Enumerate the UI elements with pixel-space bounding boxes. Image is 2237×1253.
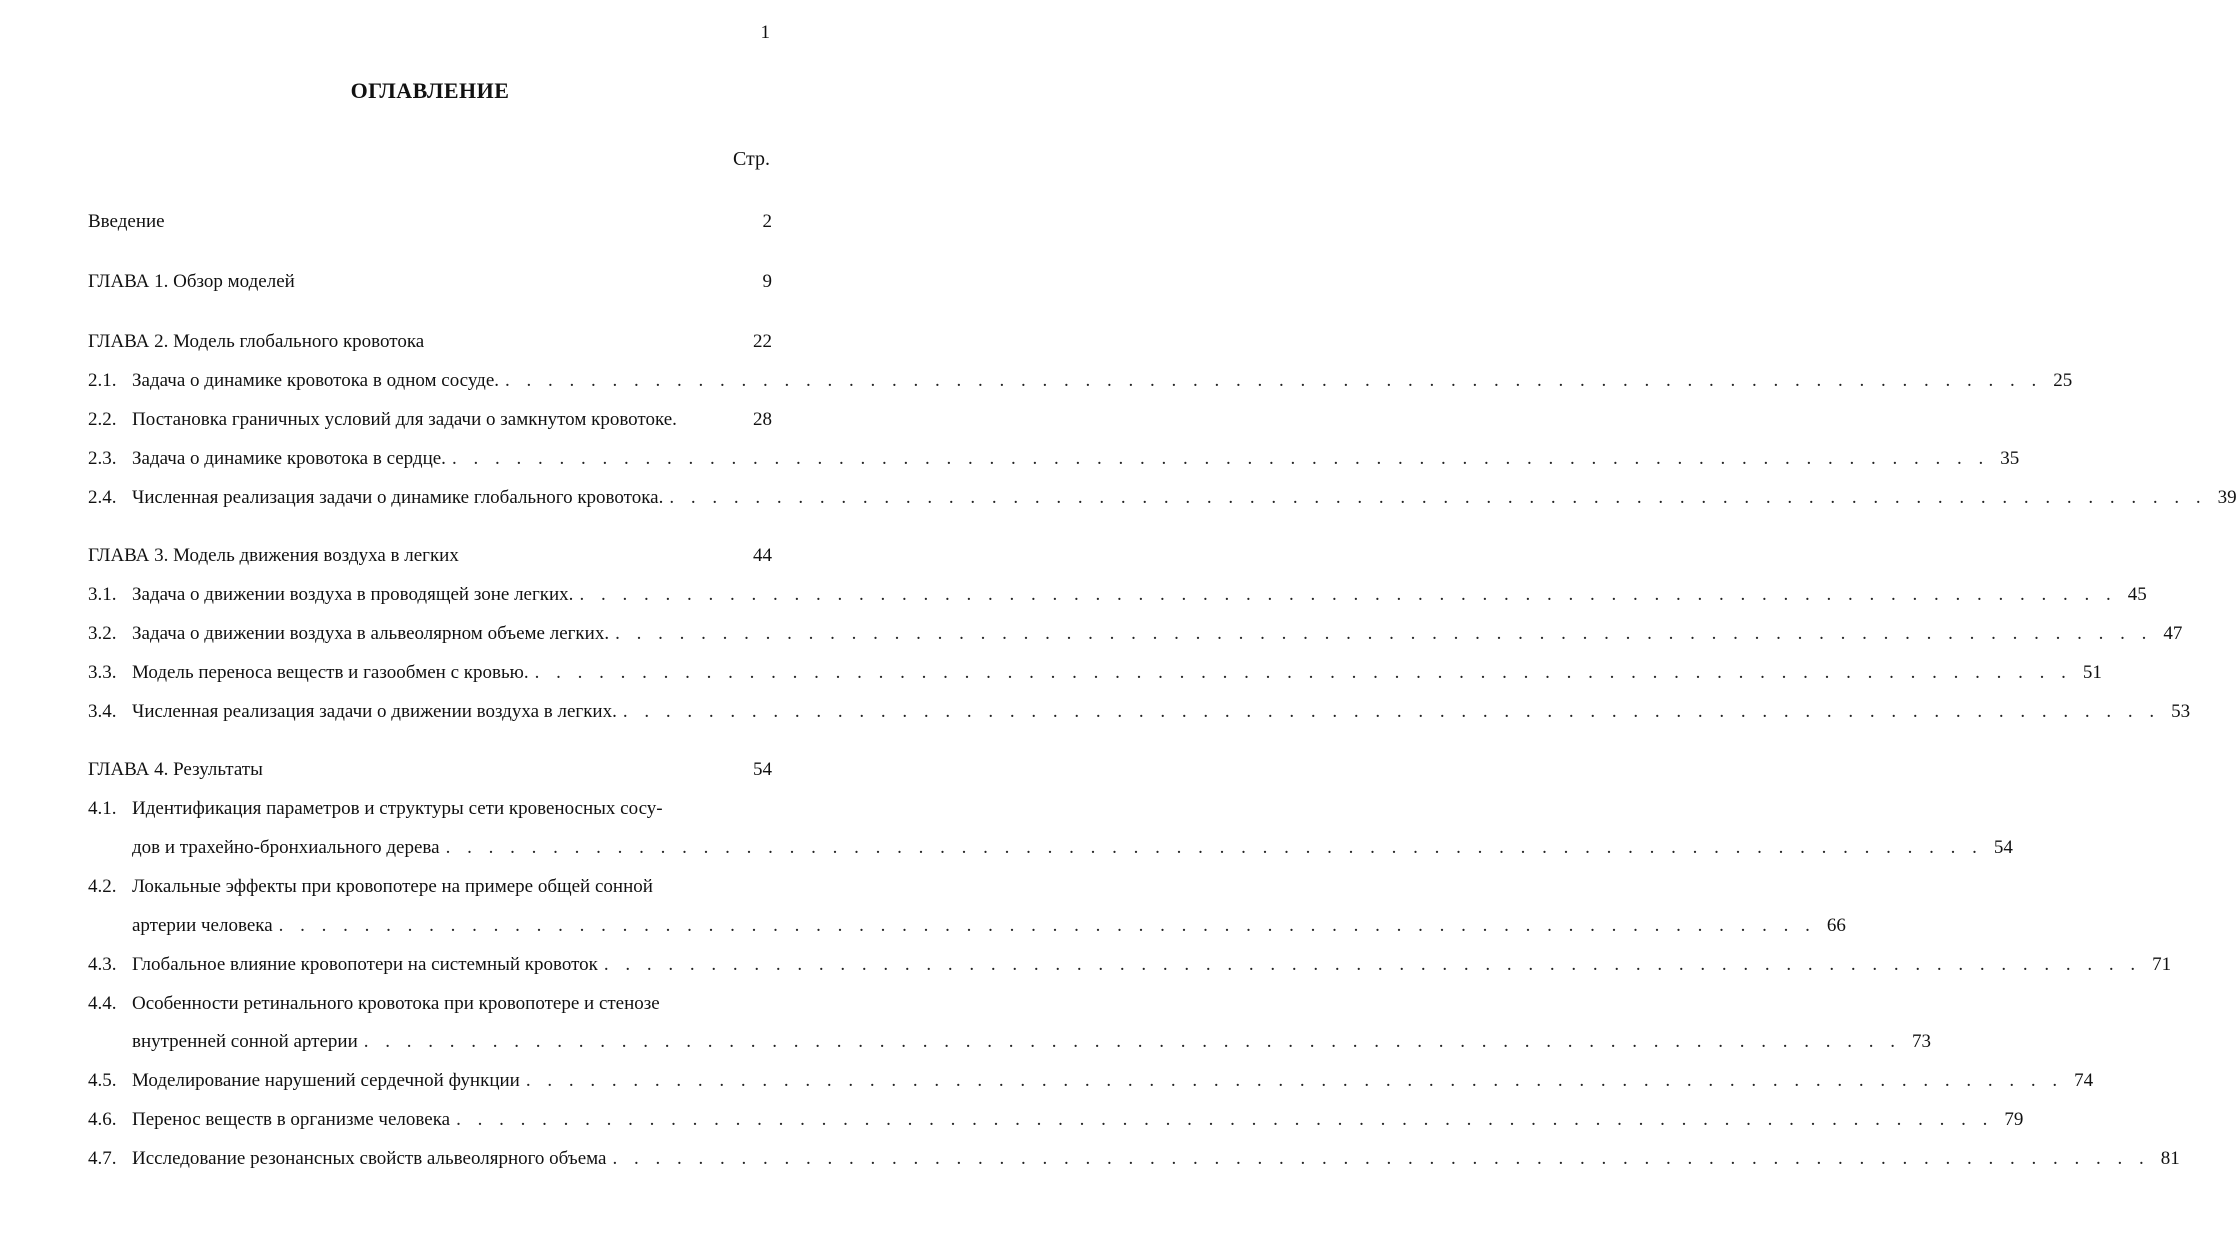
toc-entry-page: 74 <box>2074 1070 2094 1091</box>
toc-entry-text: дов и трахейно-бронхиального дерева <box>132 837 440 858</box>
toc-entry-page: 28 <box>753 409 772 430</box>
toc-entry-chapter-3[interactable] <box>88 545 772 573</box>
toc-entry-4-2[interactable] <box>88 876 772 904</box>
toc-entry-text: Особенности ретинального кровотока при кровопотере и стенозе <box>132 993 660 1014</box>
toc-entry-4-3[interactable] <box>88 954 2172 982</box>
dot-leader <box>446 837 1983 859</box>
toc-entry-text: ГЛАВА 2. Модель глобального кровотока <box>88 331 425 352</box>
page-column-label: Стр. <box>732 148 770 170</box>
toc-entry-text: ГЛАВА 1. Обзор моделей <box>88 271 295 292</box>
toc-entry-3-2[interactable] <box>88 623 2183 651</box>
toc-entry-page: 81 <box>2160 1148 2180 1169</box>
toc-entry-page: 45 <box>2127 584 2147 605</box>
toc-entry-chapter-2[interactable] <box>88 331 772 359</box>
toc-entry-page: 39 <box>2217 487 2237 508</box>
toc-entry-text: внутренней сонной артерии <box>132 1031 358 1052</box>
toc-entry-text: Локальные эффекты при кровопотере на примере общей сонной <box>132 876 653 897</box>
toc-entry-text: ГЛАВА 4. Результаты <box>88 759 263 780</box>
toc-entry-chapter-4[interactable] <box>88 759 772 787</box>
toc-entry-text: Идентификация параметров и структуры сети кровеносных сосу- <box>132 798 663 819</box>
toc-entry-page: 2 <box>762 211 772 232</box>
toc-entry-4-4-continued[interactable] <box>88 1031 1931 1059</box>
toc-entry-4-2-continued[interactable] <box>88 915 1846 943</box>
toc-entry-number: 4.5. <box>88 1070 117 1091</box>
toc-entry-number: 4.3. <box>88 954 117 975</box>
toc-entry-text: Задача о движении воздуха в проводящей зоне легких. <box>132 584 574 605</box>
toc-entry-number: 4.6. <box>88 1109 117 1130</box>
toc-entry-page: 44 <box>753 545 772 566</box>
toc-entry-text: ГЛАВА 3. Модель движения воздуха в легких <box>88 545 459 566</box>
toc-entry-4-1[interactable] <box>88 798 772 826</box>
toc-entry-number: 3.4. <box>88 701 117 722</box>
toc-entry-page: 25 <box>2053 370 2073 391</box>
toc-entry-number: 2.2. <box>88 409 117 430</box>
toc-entry-text: Задача о динамике кровотока в одном сосуде. <box>132 370 500 391</box>
dot-leader <box>612 1148 2149 1170</box>
toc-entry-2-4[interactable] <box>88 487 2237 515</box>
toc-entry-text: Постановка граничных условий для задачи о замкнутом кровотоке. <box>132 409 677 430</box>
toc-entry-text: Задача о движении воздуха в альвеолярном объеме легких. <box>132 623 610 644</box>
toc-entry-page: 35 <box>2000 448 2020 469</box>
toc-entry-page: 9 <box>762 271 772 292</box>
toc-entry-text: Моделирование нарушений сердечной функции <box>132 1070 520 1091</box>
dot-leader <box>452 448 1989 470</box>
toc-entry-text: артерии человека <box>132 915 273 936</box>
toc-entry-number: 4.1. <box>88 798 117 819</box>
toc-entry-introduction[interactable] <box>88 211 772 239</box>
toc-entry-page: 54 <box>753 759 772 780</box>
toc-entry-page: 71 <box>2152 954 2172 975</box>
toc-entry-chapter-1[interactable] <box>88 271 772 299</box>
toc-entry-number: 4.2. <box>88 876 117 897</box>
toc-entry-number: 2.1. <box>88 370 117 391</box>
toc-entry-text: Введение <box>88 211 165 232</box>
page-number: 1 <box>760 22 770 43</box>
toc-entry-number: 4.4. <box>88 993 117 1014</box>
toc-entry-text: Исследование резонансных свойств альвеолярного объема <box>132 1148 607 1169</box>
toc-entry-2-3[interactable] <box>88 448 2020 476</box>
dot-leader <box>535 662 2072 684</box>
toc-entry-text: Перенос веществ в организме человека <box>132 1109 451 1130</box>
toc-entry-page: 73 <box>1912 1031 1931 1052</box>
toc-entry-3-4[interactable] <box>88 701 2191 729</box>
dot-leader <box>456 1109 1993 1131</box>
toc-entry-number: 4.7. <box>88 1148 117 1169</box>
dot-leader <box>669 487 2206 509</box>
dot-leader <box>604 954 2141 976</box>
toc-title: ОГЛАВЛЕНИЕ <box>350 78 510 103</box>
dot-leader <box>526 1070 2063 1092</box>
toc-entry-3-3[interactable] <box>88 662 2102 690</box>
toc-entry-4-4[interactable] <box>88 993 772 1021</box>
toc-entry-4-5[interactable] <box>88 1070 2094 1098</box>
toc-entry-2-1[interactable] <box>88 370 2073 398</box>
toc-entry-page: 51 <box>2082 662 2102 683</box>
toc-entry-text: Численная реализация задачи о движении воздуха в легких. <box>132 701 617 722</box>
toc-entry-page: 53 <box>2171 701 2191 722</box>
toc-entry-page: 54 <box>1993 837 2013 858</box>
toc-entry-page: 47 <box>2163 623 2183 644</box>
dot-leader <box>505 370 2042 392</box>
dot-leader <box>279 915 1816 937</box>
toc-entry-number: 3.2. <box>88 623 117 644</box>
toc-entry-3-1[interactable] <box>88 584 2147 612</box>
toc-entry-text: Модель переноса веществ и газообмен с кровью. <box>132 662 529 683</box>
toc-entry-4-6[interactable] <box>88 1109 2024 1137</box>
toc-entry-text: Численная реализация задачи о динамике глобального кровотока. <box>132 487 664 508</box>
dot-leader <box>364 1031 1901 1053</box>
dot-leader <box>623 701 2160 723</box>
toc-entry-page: 66 <box>1826 915 1846 936</box>
dot-leader <box>615 623 2152 645</box>
toc-entry-2-2[interactable] <box>88 409 772 437</box>
toc-entry-4-1-continued[interactable] <box>88 837 2013 865</box>
toc-entry-text: Задача о динамике кровотока в сердце. <box>132 448 446 469</box>
toc-entry-number: 2.4. <box>88 487 117 508</box>
toc-entry-text: Глобальное влияние кровопотери на системный кровоток <box>132 954 598 975</box>
toc-entry-number: 3.1. <box>88 584 117 605</box>
toc-entry-number: 2.3. <box>88 448 117 469</box>
toc-entry-page: 22 <box>753 331 772 352</box>
toc-entry-number: 3.3. <box>88 662 117 683</box>
toc-entry-4-7[interactable] <box>88 1148 2180 1176</box>
toc-entry-page: 79 <box>2004 1109 2024 1130</box>
dot-leader <box>579 584 2116 606</box>
